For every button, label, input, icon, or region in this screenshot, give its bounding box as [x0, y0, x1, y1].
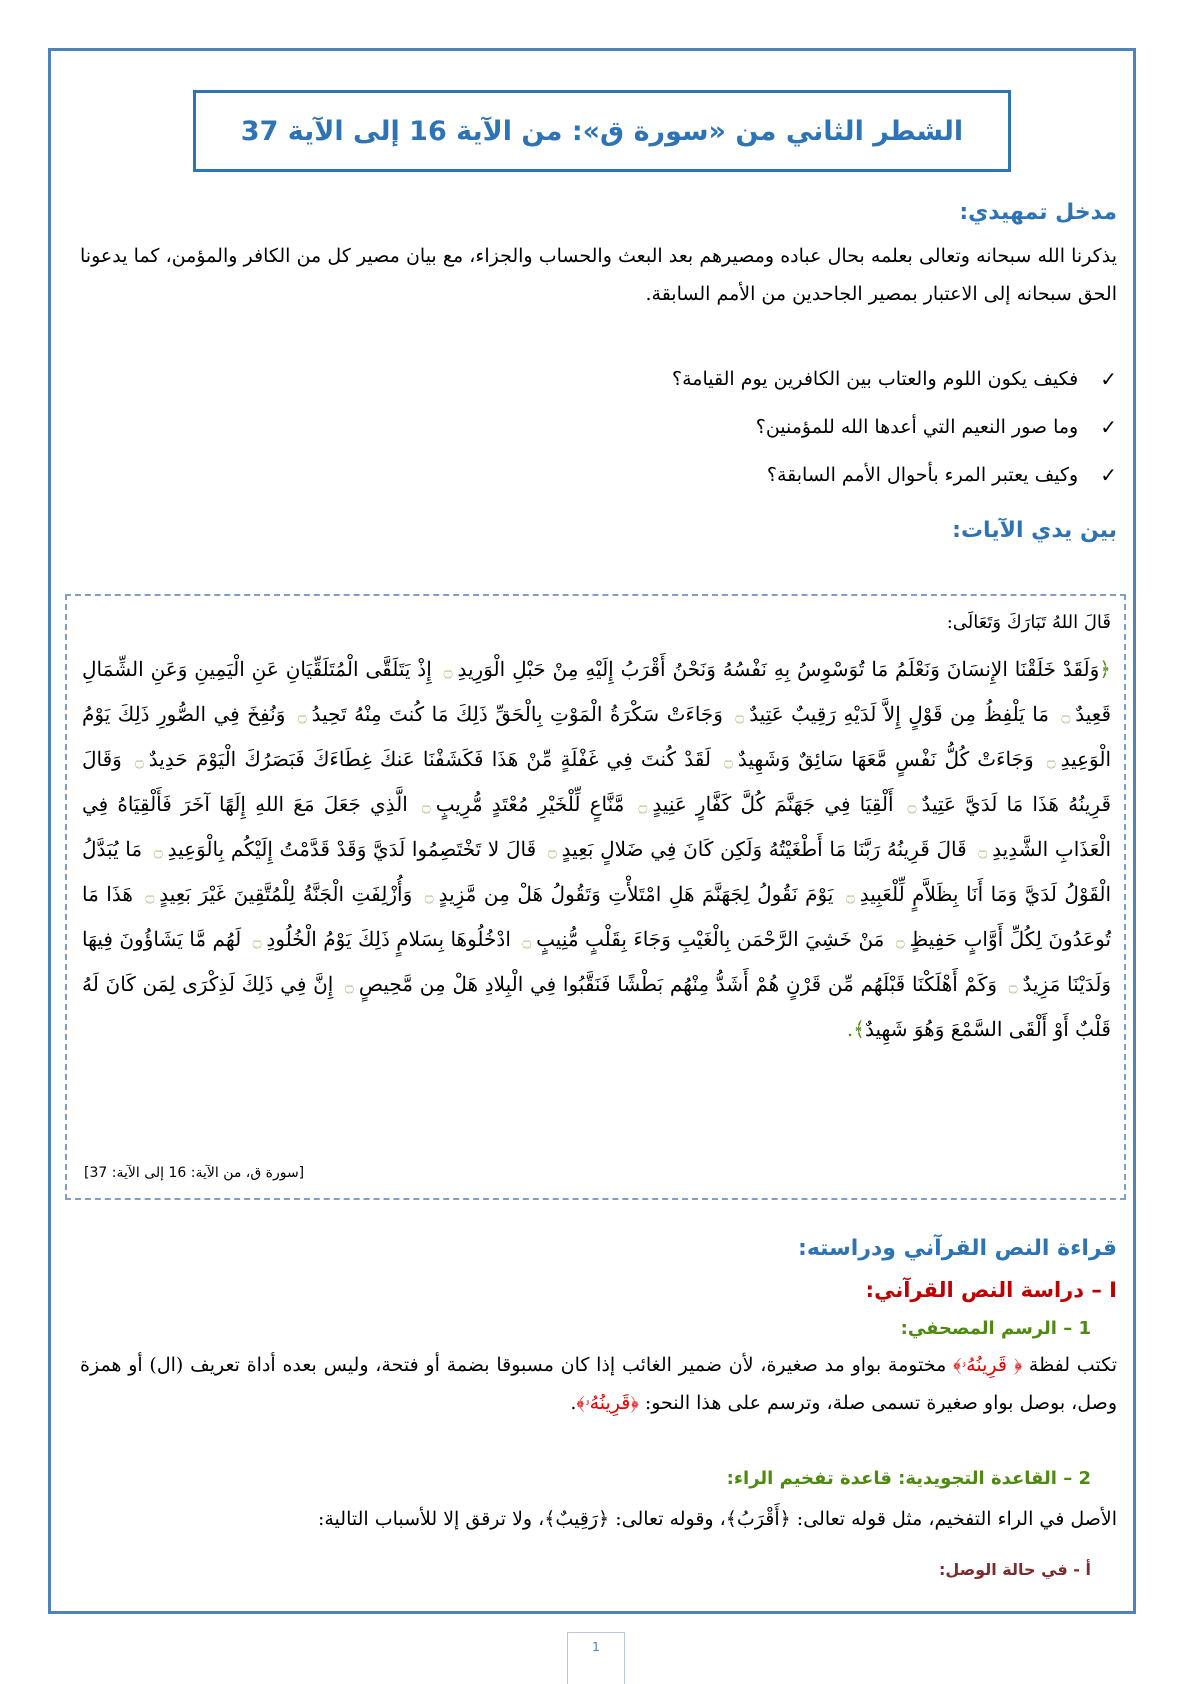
ayah-text: وَكَمْ أَهْلَكْنَا قَبْلَهُم مِّن قَرْنٍ هُمْ أَشَدُّ مِنْهُم بَطْشًا فَنَقَّبُوا فِي الْبِلادِ هَلْ مِن مَّحِيصٍ	[358, 972, 998, 996]
ayah-text: هَذَا مَا تُوعَدُونَ لِكُلِّ أَوَّابٍ حَفِيظٍ	[82, 882, 1112, 951]
ayah-marker-icon: ۝	[145, 887, 155, 905]
ayah-marker-icon: ۝	[1008, 977, 1018, 995]
ayah-text: لَقَدْ كُنتَ فِي غَفْلَةٍ مِّنْ هَذَا فَكَشَفْنَا عَنكَ غِطَاءَكَ فَبَصَرُكَ الْيَوْمَ حَدِيدٌ	[148, 747, 711, 771]
ayah-marker-icon: ۝	[153, 842, 163, 860]
ayah-marker-icon: ۝	[522, 932, 532, 950]
ayah-marker-icon: ۝	[907, 797, 917, 815]
intro-heading: مدخل تمهيدي:	[959, 200, 1117, 225]
ayah-text: إِنَّ فِي ذَلِكَ لَذِكْرَى لِمَن كَانَ لَهُ قَلْبٌ أَوْ أَلْقَى السَّمْعَ وَهُوَ شَهِيدٌ	[82, 972, 1111, 1041]
text-fragment: .	[570, 1392, 577, 1414]
check-icon: ✓	[1100, 463, 1117, 487]
highlighted-word: ﴿قَرِينُهُۥ﴾	[576, 1392, 639, 1414]
title-box	[193, 90, 1011, 172]
open-bracket: ﴿	[1099, 657, 1111, 681]
ayah-text: يَوْمَ نَقُولُ لِجَهَنَّمَ هَلِ امْتَلأْتِ وَتَقُولُ هَلْ مِن مَّزِيدٍ	[438, 882, 834, 906]
question-text: فكيف يكون اللوم والعتاب بين الكافرين يوم القيامة؟	[672, 368, 1079, 390]
ayah-text: قَالَ قَرِينُهُ رَبَّنَا مَا أَطْغَيْتُهُ وَلَكِن كَانَ فِي ضَلالٍ بَعِيدٍ	[561, 837, 967, 861]
ayah-text: مَا يُبَدَّلُ الْقَوْلُ لَدَيَّ وَمَا أَنَا بِظَلاَّمٍ لِّلْعَبِيدِ	[82, 837, 1112, 906]
section-1-heading: I – دراسة النص القرآني:	[865, 1278, 1117, 1302]
list-item	[417, 451, 1117, 499]
ayah-marker-icon: ۝	[1061, 707, 1071, 725]
check-icon: ✓	[1100, 415, 1117, 439]
ayah-marker-icon: ۝	[1046, 752, 1056, 770]
close-bracket: ﴾.	[846, 1017, 865, 1041]
text-fragment: مختومة بواو مد صغيرة، لأن ضمير الغائب إذا كان مسبوقا بضمة أو فتحة، وليس بعده أداة تعريف (ال) أو همزة وصل، بوصل بواو صغيرة تسمى صلة، وترسم على هذا النحو:	[80, 1354, 1117, 1414]
question-text: وكيف يعتبر المرء بأحوال الأمم السابقة؟	[766, 464, 1079, 486]
ayah-text: وَقَالَ قَرِينُهُ هَذَا مَا لَدَيَّ عَتِيدٌ	[82, 747, 1112, 816]
list-item	[417, 355, 1117, 403]
ayah-text: مَنْ خَشِيَ الرَّحْمَن بِالْغَيْبِ وَجَاءَ بِقَلْبٍ مُّنِيبٍ	[536, 927, 885, 951]
list-item	[417, 403, 1117, 451]
question-text: وما صور النعيم التي أعدها الله للمؤمنين؟	[755, 416, 1079, 438]
intro-paragraph: يذكرنا الله سبحانه وتعالى بعلمه بحال عباده ومصيرهم بعد البعث والحساب والجزاء، مع بيان مصير كل من الكافر والمؤمن، كما يدعونا الحق سبحانه إلى الاعتبار بمصير الجاحدين من الأمم السابقة.	[80, 245, 1117, 305]
ayah-marker-icon: ۝	[252, 932, 262, 950]
quran-text	[82, 648, 1111, 1051]
ayah-text: وَجَاءَتْ كُلُّ نَفْسٍ مَّعَهَا سَائِقٌ وَشَهِيدٌ	[737, 747, 1034, 771]
ayah-marker-icon: ۝	[724, 752, 733, 770]
subsection-2-heading: 2 – القاعدة التجويدية: قاعدة تفخيم الراء:	[726, 1468, 1091, 1489]
subsection-a-heading: أ - في حالة الوصل:	[939, 1560, 1091, 1579]
ayah-text: مَّنَّاعٍ لِّلْخَيْرِ مُعْتَدٍ مُّرِيبٍ	[435, 792, 625, 816]
ayah-marker-icon: ۝	[345, 977, 354, 995]
ayah-text: مَا يَلْفِظُ مِن قَوْلٍ إِلاَّ لَدَيْهِ رَقِيبٌ عَتِيدٌ	[749, 702, 1050, 726]
study-heading: قراءة النص القرآني ودراسته:	[798, 1236, 1117, 1261]
ayah-marker-icon: ۝	[547, 842, 557, 860]
subsection-2-text: الأصل في الراء التفخيم، مثل قوله تعالى: ﴿أَقْرَبُ﴾، وقوله تعالى: ﴿رَقِيبٌ﴾، ولا ترقق إلا للأسباب التالية:	[317, 1508, 1117, 1530]
ayah-text: الَّذِي جَعَلَ مَعَ اللهِ إِلَهًا آخَرَ فَأَلْقِيَاهُ فِي الْعَذَابِ الشَّدِيدِ	[82, 792, 1112, 861]
verses-heading: بين يدي الآيات:	[952, 518, 1117, 543]
ayah-text: وَنُفِخَ فِي الصُّورِ ذَلِكَ يَوْمُ الْوَعِيدِ	[82, 702, 1112, 771]
check-icon: ✓	[1100, 367, 1117, 391]
ayah-text: ادْخُلُوهَا بِسَلامٍ ذَلِكَ يَوْمُ الْخُلُودِ	[266, 927, 511, 951]
verses-reference: [سورة ق، من الآية: 16 إلى الآية: 37]	[84, 1165, 305, 1181]
ayah-marker-icon: ۝	[638, 797, 648, 815]
ayah-marker-icon: ۝	[424, 887, 434, 905]
highlighted-word: ﴿ قَرِينُهُۥ﴾	[953, 1354, 1023, 1376]
ayah-marker-icon: ۝	[297, 707, 307, 725]
ayah-text: لَهُم مَّا يَشَاؤُونَ فِيهَا وَلَدَيْنَا مَزِيدٌ	[82, 927, 1112, 996]
text-fragment: تكتب لفظة	[1022, 1354, 1117, 1376]
subsection-1-text	[80, 1346, 1117, 1422]
ayah-text: وَلَقَدْ خَلَقْنَا الإِنسَانَ وَنَعْلَمُ مَا تُوَسْوِسُ بِهِ نَفْسُهُ وَنَحْنُ أَقْرَبُ إِلَيْهِ مِنْ حَبْلِ الْوَرِيدِ	[457, 657, 1100, 681]
ayah-text: قَالَ لا تَخْتَصِمُوا لَدَيَّ وَقَدْ قَدَّمْتُ إِلَيْكُم بِالْوَعِيدِ	[167, 837, 537, 861]
subsection-1-heading: 1 – الرسم المصحفي:	[900, 1318, 1091, 1339]
ayah-text: إِذْ يَتَلَقَّى الْمُتَلَقِّيَانِ عَنِ الْيَمِينِ وَعَنِ الشِّمَالِ قَعِيدٌ	[82, 657, 1112, 726]
question-list	[417, 355, 1117, 499]
ayah-marker-icon: ۝	[845, 887, 855, 905]
ayah-text: وَجَاءَتْ سَكْرَةُ الْمَوْتِ بِالْحَقِّ ذَلِكَ مَا كُنتَ مِنْهُ تَحِيدُ	[311, 702, 723, 726]
page-title: الشطر الثاني من «سورة ق»: من الآية 16 إلى الآية 37	[240, 115, 964, 147]
ayah-text: وَأُزْلِفَتِ الْجَنَّةُ لِلْمُتَّقِينَ غَيْرَ بَعِيدٍ	[159, 882, 413, 906]
ayah-marker-icon: ۝	[978, 842, 988, 860]
ayah-marker-icon: ۝	[735, 707, 745, 725]
ayah-marker-icon: ۝	[443, 662, 453, 680]
ayah-marker-icon: ۝	[421, 797, 431, 815]
ayah-text: أَلْقِيَا فِي جَهَنَّمَ كُلَّ كَفَّارٍ عَنِيدٍ	[652, 792, 894, 816]
page-number: 1	[592, 1640, 600, 1654]
verses-intro: قَالَ اللهُ تَبَارَكَ وَتَعَالَى:	[946, 612, 1111, 633]
ayah-marker-icon: ۝	[134, 752, 144, 770]
ayah-marker-icon: ۝	[895, 932, 905, 950]
